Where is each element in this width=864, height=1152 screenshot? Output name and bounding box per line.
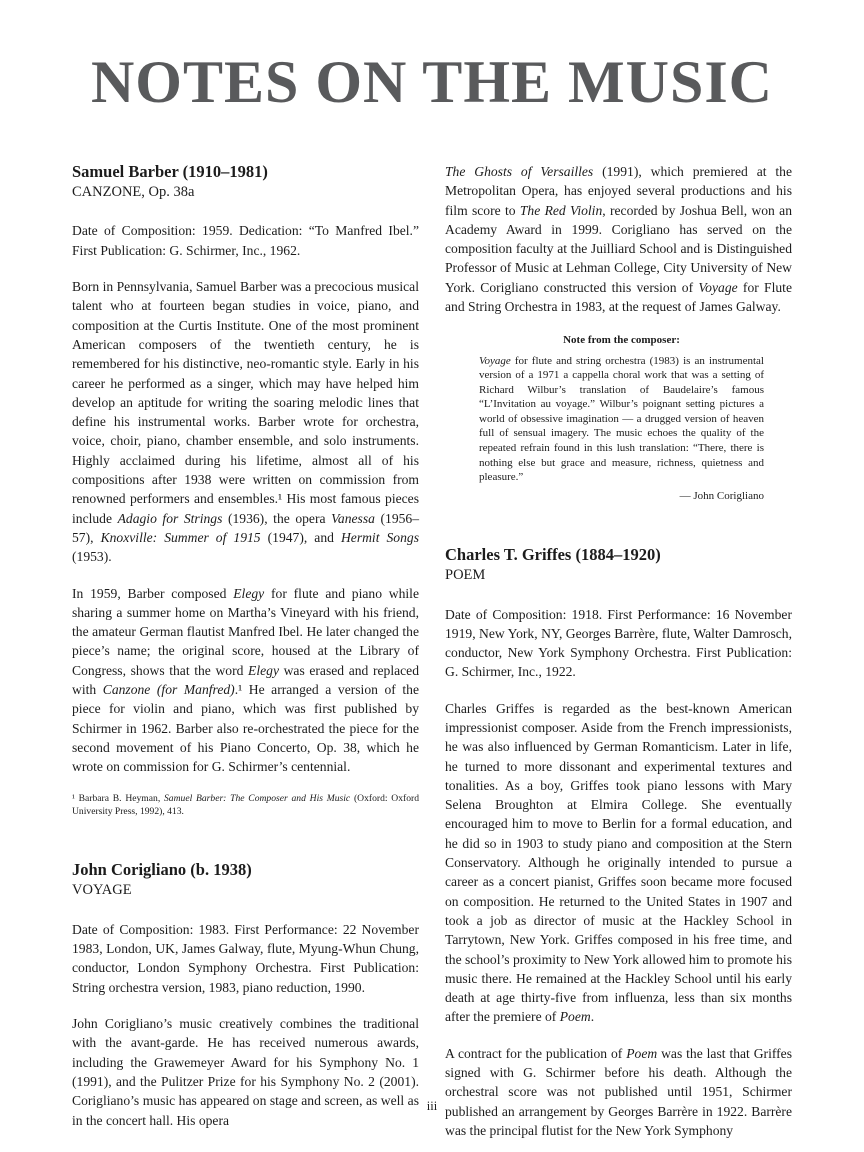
paragraph-corigliano-continued: The Ghosts of Versailles (1991), which premiered at the Metropolitan Opera, has enjoyed several productions and his film score to The Red Violin, recorded by Joshua Bell, won an Academy Award in 1999. Corigliano has served on the composition faculty at the Juilliard School and is Distinguished Professor of Music at Lehman College, City University of New York. Corigliano constructed this version of Voyage for Flute and String Orchestra in 1983, at the request of James Galway. — [445, 164, 793, 315]
section-griffes — [445, 545, 792, 1140]
composer-heading-barber: Samuel Barber (1910–1981) — [72, 162, 268, 181]
composer-heading-griffes: Charles T. Griffes (1884–1920) — [445, 545, 661, 565]
section-barber — [72, 162, 419, 818]
paragraph-barber-date: Date of Composition: 1959. Dedication: “To Manfred Ibel.” First Publication: G. Schirmer, Inc., 1962. — [72, 223, 419, 258]
paragraph-griffes-bio: Charles Griffes is regarded as the best-known American impressionist composer. Aside from the French impressionists, he was also influenced by German Romanticism. Later in life, he turned to more dissonant and experimental textures and tonalities. As a boy, Griffes took piano lessons with Mary Selena Broughton at Elmira College. She eventually encouraged him to move to Berlin for a formal education, and he did so in 1903 to study piano and composition at the Stern Conservatory. Although he originally intended to pursue a career as a concert pianist, Griffes soon became more focused on composition. He returned to the United States in 1907 and took a job as director of music at the Hackley School in Tarrytown, New York. Griffes composed in his free time, and the school’s proximity to New York allowed him to promote his music there. He remained at the Hackley School until his early death at age thirty-five from influenza, less than six months after the premiere of Poem. — [445, 700, 792, 1025]
composer-heading-corigliano: John Corigliano (b. 1938) — [72, 860, 252, 880]
work-title-poem: POEM — [445, 566, 486, 583]
paragraph-corigliano-date: Date of Composition: 1983. First Performance: 22 November 1983, London, UK, James Galway, flute, Myung-Whun Chung, conductor, London Symphony Orchestra. First Publication: String orchestra version, 1983, piano reduction, 1990. — [72, 921, 419, 995]
composer-note-block — [479, 333, 764, 503]
paragraph-griffes-contract: A contract for the publication of Poem was the last that Griffes signed with G. Schirmer before his death. Although the orchestral score was not published until 1951, Schirmer published an arrangement by Georges Barrère in 1922. Barrère was the principal flutist for the New York Symphony — [445, 1045, 792, 1138]
page-title: NOTES ON THE MUSIC — [90, 49, 774, 115]
paragraph-corigliano-bio: John Corigliano’s music creatively combines the traditional with the avant-garde. He has received numerous awards, including the Grawemeyer Award for his Symphony No. 1 (1991), and the Pulitzer Prize for his Symphony No. 2 (2001). Corigliano’s music has appeared on stage and screen, as well as in the concert hall. His opera — [72, 1016, 419, 1128]
column-left — [72, 162, 419, 1140]
composer-note-attribution: — John Corigliano — [679, 489, 764, 502]
paragraph-barber-bio: Born in Pennsylvania, Samuel Barber was a precocious musical talent who at fourteen began studies in voice, piano, and composition at the Curtis Institute. One of the most prominent American composers of the twentieth century, he is remembered for his distinctive, neo-romantic style. Early in his career he performed as a singer, which may have helped him develop an aptitude for writing the soaring melodic lines that define his instrumental works. Barber wrote for orchestra, voice, choir, piano, chamber ensemble, and solo instruments. Highly acclaimed during his lifetime, almost all of his compositions after 1938 were written on commission from renowned performers and ensembles.¹ His most famous pieces include Adagio for Strings (1936), the opera Vanessa (1956–57), Knoxville: Summer of 1915 (1947), and Hermit Songs (1953). — [72, 279, 420, 565]
two-column-layout — [0, 162, 864, 1140]
work-title-voyage: VOYAGE — [72, 882, 132, 899]
column-right — [445, 162, 792, 1140]
footnote-heyman: ¹ Barbara B. Heyman, Samuel Barber: The Composer and His Music (Oxford: Oxford University Press, 1992), 413. — [72, 793, 420, 817]
paragraph-barber-elegy: In 1959, Barber composed Elegy for flute and piano while sharing a summer home on Martha’s Vineyard with his friend, the amateur German flautist Manfred Ibel. He later changed the piece’s name; the original score, housed at the Library of Congress, shows that the word Elegy was erased and replaced with Canzone (for Manfred).¹ He arranged a version of the piece for violin and piano, which was first published by Schirmer in 1962. Barber also re-orchestrated the piece for the second movement of his Piano Concerto, Op. 38, which he wrote on commission for G. Schirmer’s centennial. — [72, 585, 419, 775]
composer-note-body: Voyage for flute and string orchestra (1983) is an instrumental version of a 1971 a cappella choral work that was a setting of Richard Wilbur’s translation of Baudelaire’s famous “L’Invitation au voyage.” Wilbur’s poignant setting pictures a world of obsessive imagination — a drugged version of heaven full of sensual imagery. The music echoes the quality of the repeated refrain found in this lush translation: “There, there is nothing else but grace and measure, richness, quietness and pleasure.” — [479, 354, 764, 484]
section-corigliano — [72, 860, 419, 1129]
section-corigliano-continued — [445, 162, 792, 503]
paragraph-griffes-date: Date of Composition: 1918. First Performance: 16 November 1919, New York, NY, Georges Barrère, flute, Walter Damrosch, conductor, New York Symphony Orchestra. First Publication: G. Schirmer, Inc., 1922. — [445, 606, 792, 680]
work-title-canzone: CANZONE, Op. 38a — [72, 183, 195, 200]
composer-note-heading: Note from the composer: — [563, 334, 680, 347]
page-number: iii — [426, 1099, 438, 1113]
